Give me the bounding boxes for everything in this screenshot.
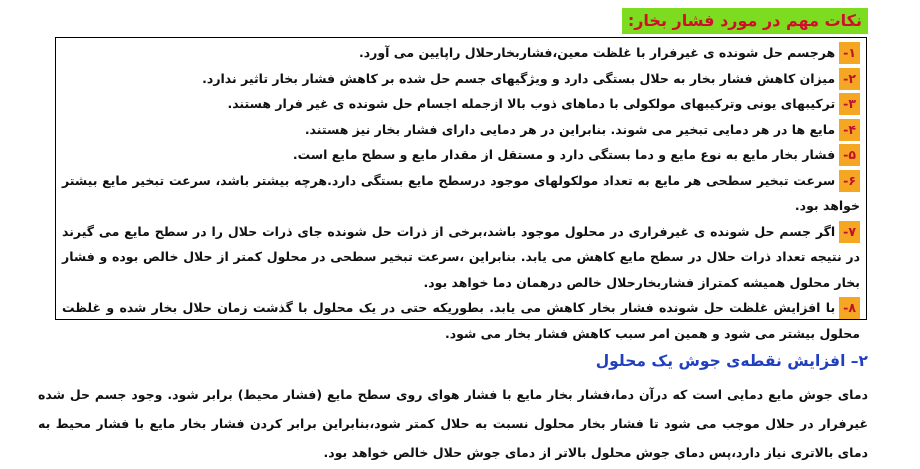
note-number: ۵- [839, 144, 860, 166]
note-number: ۴- [839, 119, 860, 141]
notes-box [55, 37, 867, 341]
note-item [62, 219, 860, 296]
note-text: میزان کاهش فشار بخار به حلال بستگی دارد و ویژگیهای جسم حل شده بر کاهش فشار بخار تاثیر ندارد. [202, 70, 836, 86]
note-number: ۸- [839, 297, 860, 319]
note-item [62, 117, 860, 143]
note-item [62, 168, 860, 219]
note-text: با افزایش غلظت حل شونده فشار بخار کاهش می یابد. بطوریکه حتی در یک محلول با گذشت زمان حلال بخار شده و غلظت محلول بیشتر می شود و همین امر سبب کاهش فشار بخار می شود. [62, 300, 860, 341]
note-text: هرجسم حل شونده ی غیرفرار با غلظت معین،فشاربخارحلال راپایین می آورد. [358, 45, 836, 60]
note-item [62, 142, 860, 168]
note-number: ۲- [839, 68, 860, 90]
note-item [62, 40, 860, 66]
notes-title: نکات مهم در مورد فشار بخار: [622, 8, 868, 34]
note-item [62, 91, 860, 117]
note-number: ۳- [839, 93, 860, 115]
note-text: سرعت تبخیر سطحی هر مایع به تعداد مولکولهای موجود درسطح مایع بستگی دارد.هرچه بیشتر باشد، سرعت تبخیر مایع بیشتر خواهد بود. [62, 172, 860, 213]
notes-title-wrap [622, 8, 868, 34]
note-text: ترکیبهای یونی وترکیبهای مولکولی با دماهای ذوب بالا ازجمله اجسام حل شونده ی غیر فرار هستند. [227, 96, 836, 111]
section-heading: ۲– افزایش نقطه‌ی جوش یک محلول [595, 352, 868, 370]
note-item [62, 66, 860, 92]
section-paragraph: دمای جوش مایع دمایی است که درآن دما،فشار بخار مایع با فشار هوای روی سطح مایع (فشار محیط) برابر شود. وجود جسم حل شده غیرفرار در حلال موجب می شود تا فشار بخار محلول نسبت به حلال کمتر شود،بنابراین برابر کردن فشار بخار مایع با فشار محیط به دمای بالاتری نیاز دارد،پس دمای جوش محلول بالاتر از دمای جوش حلال خالص خواهد بود. [38, 387, 868, 460]
note-text: مایع ها در هر دمایی تبخیر می شوند. بنابراین در هر دمایی دارای فشار بخار نیز هستند. [304, 121, 836, 137]
note-number: ۶- [839, 170, 860, 192]
note-number: ۷- [839, 221, 860, 243]
note-number: ۱- [839, 42, 860, 64]
note-item [62, 295, 860, 346]
note-text: فشار بخار مایع به نوع مایع و دما بستگی دارد و مستقل از مقدار مایع و سطح مایع است. [292, 147, 836, 162]
note-text: اگر جسم حل شونده ی غیرفراری در محلول موجود باشد،برخی از ذرات حل شونده جای ذرات حلال را در سطح مایع می گیرند در نتیجه تعداد ذرات حلال در سطح مایع کاهش می یابد. بنابراین ،سرعت تبخیر سطحی در محلول کمتر از حلال خالص بوده و فشار بخار محلول همیشه کمتراز فشاربخارحلال خالص درهمان دما خواهد بود. [62, 223, 860, 290]
